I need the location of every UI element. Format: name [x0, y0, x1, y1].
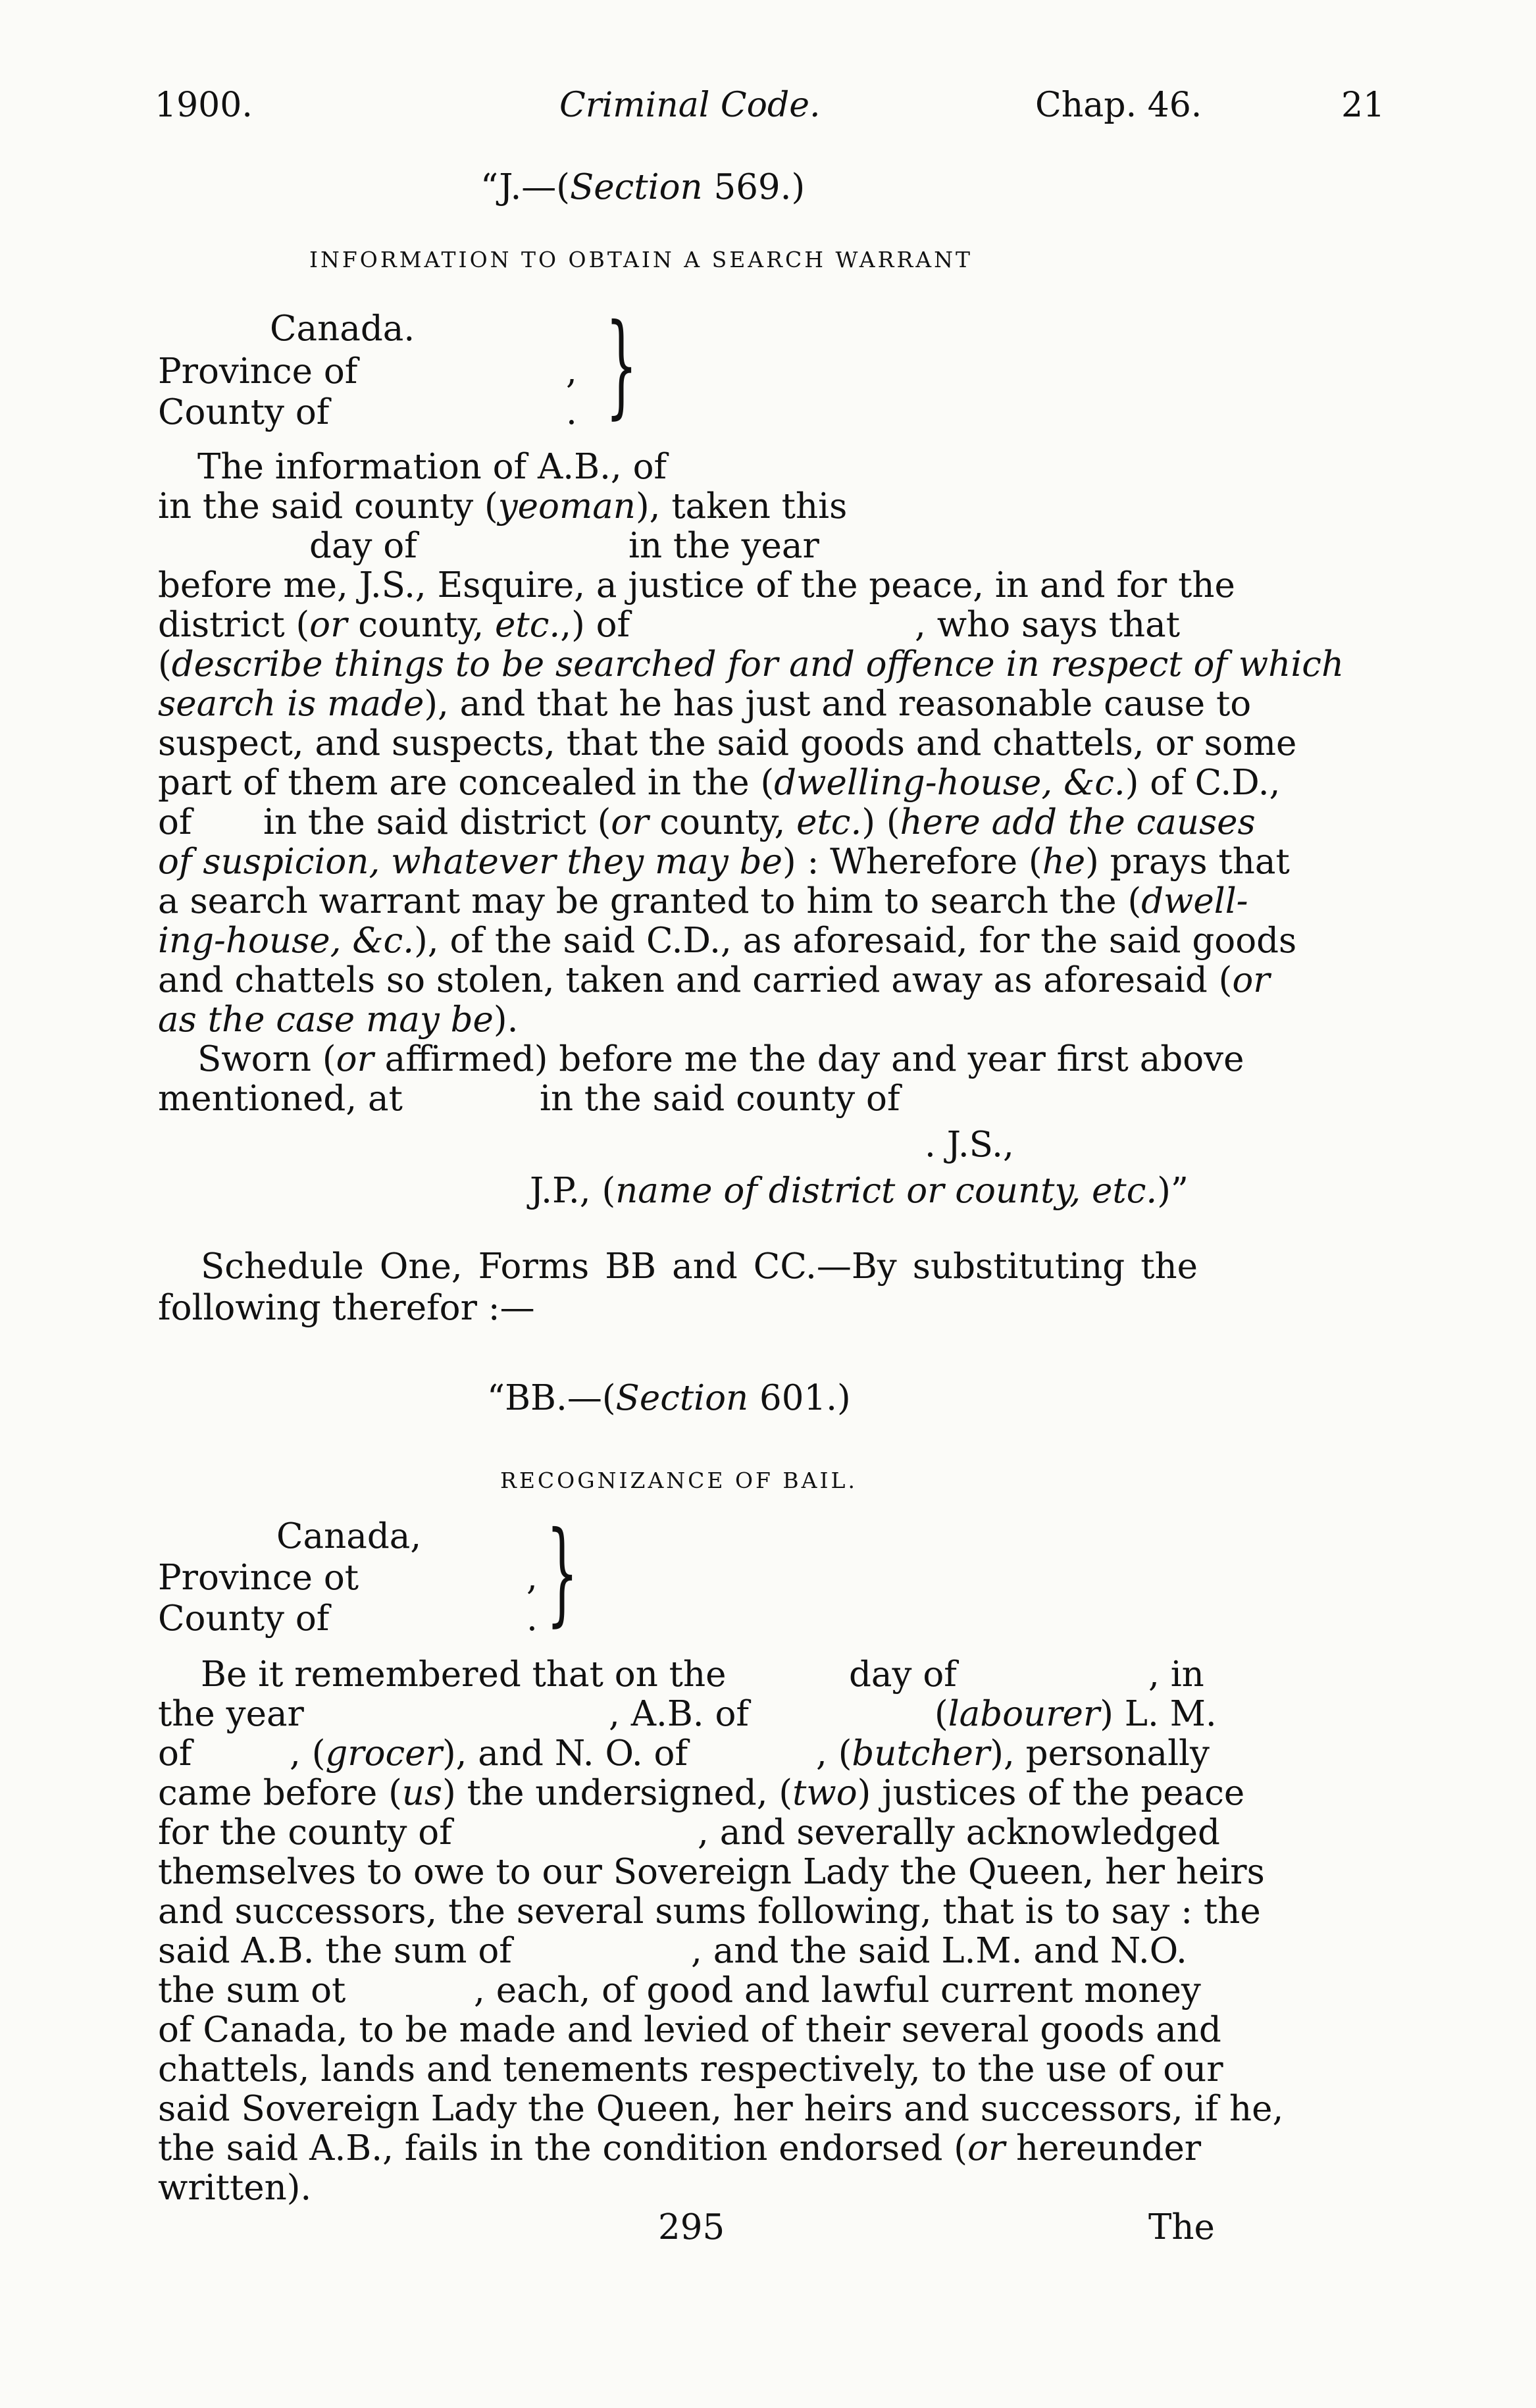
venue-county: County of [158, 392, 330, 432]
form-j-line-12 [158, 881, 1248, 921]
form-bb-line-1b: day of [849, 1654, 957, 1695]
form-bb-heading-section: Section [615, 1378, 749, 1418]
form-j-line-1: The information of A.B., of [197, 447, 667, 487]
form-j-line-10-d: ) ( [861, 802, 900, 842]
form-j-line-17a: mentioned, at [158, 1079, 403, 1119]
form-bb-line-10: of Canada, to be made and levied of their several goods and [158, 2010, 1221, 2050]
form-j-line-5d: , who says that [915, 605, 1181, 645]
form-bb-line-14: written). [158, 2168, 312, 2208]
bb-venue-province: Province ot [158, 1558, 359, 1598]
form-j-line-15-italic: as the case may be [158, 1000, 494, 1040]
form-j-line-16 [197, 1039, 1244, 1079]
header-title: Criminal Code. [559, 86, 821, 125]
form-j-line-10 [263, 803, 1256, 842]
form-j-line-5-c: ,) of [560, 605, 630, 645]
venue-county-period: . [566, 392, 577, 432]
venue-brace: } [605, 300, 638, 430]
form-bb-line-13-b: hereunder [1005, 2128, 1202, 2168]
bb-venue-county-period: . [526, 1599, 538, 1639]
form-j-line-13 [158, 921, 1297, 961]
form-j-line-10-italic-3: here add the causes [900, 802, 1256, 842]
footer-catchword: The [1148, 2207, 1215, 2247]
form-j-line-9 [158, 763, 1281, 803]
form-j-line-11-italic: of suspicion, whatever they may be [158, 842, 782, 882]
header-chapter: Chap. 46. [1035, 86, 1202, 125]
form-j-line-10-italic-2: etc. [796, 802, 862, 842]
bb-venue-country: Canada, [276, 1516, 422, 1556]
form-j-line-5-italic-1: or [309, 605, 347, 645]
venue-province: Province of [158, 351, 358, 392]
form-bb-line-4-a: came before ( [158, 1773, 402, 1813]
form-bb-line-8a: said A.B. the sum of [158, 1931, 512, 1971]
form-j-line-2-italic: yeoman [498, 486, 636, 526]
form-j-line-15-b: ). [493, 1000, 519, 1040]
form-j-line-11 [158, 842, 1290, 882]
form-bb-line-3a: of [158, 1733, 192, 1774]
form-bb-heading-prefix: “BB.—( [487, 1378, 616, 1418]
form-bb-line-13 [158, 2128, 1202, 2168]
form-bb-line-11: chattels, lands and tenements respectively, to the use of our [158, 2049, 1223, 2089]
schedule-line-1: Schedule One, Forms BB and CC.—By substituting the [201, 1246, 1198, 1287]
form-bb-line-9a: the sum ot [158, 1970, 346, 2011]
form-j-heading-prefix: “J.—( [480, 167, 570, 207]
form-j-line-16-b: affirmed) before me the day and year first above [373, 1039, 1244, 1079]
form-bb-line-3b [290, 1734, 688, 1774]
form-bb-line-3c [816, 1734, 1210, 1774]
form-bb-line-3c-italic: butcher [852, 1733, 990, 1774]
form-j-line-2-a: in the said county ( [158, 486, 498, 526]
form-bb-line-1a: Be it remembered that on the [201, 1654, 727, 1695]
form-j-line-5-a: district ( [158, 605, 310, 645]
venue-country: Canada. [270, 309, 415, 349]
form-j-line-2 [158, 487, 847, 526]
form-j-line-9-italic: dwelling-house, &c. [774, 763, 1125, 803]
form-j-heading-section: Section [569, 167, 703, 207]
form-j-line-10-italic-1: or [611, 802, 649, 842]
form-j-line-16-a: Sworn ( [197, 1039, 336, 1079]
form-j-line-17b: in the said county of [540, 1079, 900, 1119]
form-j-line-2-b: ), taken this [635, 486, 848, 526]
form-j-line-12-a: a search warrant may be granted to him to search the ( [158, 881, 1142, 921]
bb-venue-county: County of [158, 1599, 330, 1639]
form-bb-heading-suffix: 601.) [748, 1378, 851, 1418]
form-bb-line-2c-b: ) L. M. [1100, 1694, 1217, 1734]
form-bb-line-9b: , each, of good and lawful current money [474, 1970, 1201, 2011]
form-j-line-9-a: part of them are concealed in the ( [158, 763, 775, 803]
form-bb-line-2c-italic: labourer [948, 1694, 1100, 1734]
form-j-heading [480, 168, 805, 207]
form-j-signature-title-a: J.P., ( [530, 1171, 616, 1211]
form-j-line-10a: of [158, 802, 192, 842]
form-bb-line-2c [934, 1695, 1217, 1734]
form-bb-line-7: and successors, the several sums following, that is to say : the [158, 1891, 1261, 1932]
form-j-signature-title [530, 1171, 1189, 1211]
header-page-number: 21 [1341, 86, 1385, 125]
form-j-line-11-c: ) prays that [1085, 842, 1290, 882]
schedule-line-2: following therefor :— [158, 1288, 535, 1328]
form-bb-line-2c-a: ( [934, 1694, 948, 1734]
footer-folio: 295 [658, 2207, 725, 2247]
form-j-line-8: suspect, and suspects, that the said goods and chattels, or some [158, 723, 1297, 763]
form-j-line-6 [158, 644, 1344, 684]
form-bb-line-3b-b: ), and N. O. of [442, 1733, 688, 1774]
form-bb-line-4 [158, 1773, 1245, 1813]
form-bb-line-5a: for the county of [158, 1812, 452, 1853]
form-bb-line-3b-italic: grocer [325, 1733, 442, 1774]
form-bb-line-13-italic: or [967, 2128, 1006, 2168]
form-j-line-13-italic: ing-house, &c. [158, 921, 415, 961]
form-bb-line-1c: , in [1148, 1654, 1204, 1695]
form-j-line-10-b: in the said district ( [263, 802, 611, 842]
form-bb-line-4-b: ) the undersigned, ( [442, 1773, 793, 1813]
form-j-signature-title-italic: name of district or county, etc. [615, 1171, 1158, 1211]
form-bb-line-2b: , A.B. of [609, 1694, 749, 1734]
form-j-line-6-italic: describe things to be searched for and offence in respect of which [171, 644, 1344, 684]
form-bb-line-4-italic-2: two [792, 1773, 858, 1813]
form-j-line-3a: day of [309, 526, 417, 566]
form-bb-line-13-a: the said A.B., fails in the condition endorsed ( [158, 2128, 967, 2168]
form-j-line-7-b: ), and that he has just and reasonable cause to [424, 684, 1252, 724]
form-bb-heading [487, 1379, 851, 1418]
form-j-line-6-a: ( [158, 644, 172, 684]
form-bb-title: RECOGNIZANCE OF BAIL. [500, 1468, 858, 1493]
form-bb-line-3c-a: , ( [816, 1733, 852, 1774]
form-j-line-14-italic: or [1232, 960, 1270, 1000]
form-bb-line-8b: , and the said L.M. and N.O. [691, 1931, 1187, 1971]
form-bb-line-4-c: ) justices of the peace [857, 1773, 1245, 1813]
form-j-line-12-italic: dwell- [1141, 881, 1248, 921]
form-j-line-14 [158, 960, 1270, 1000]
form-bb-line-3b-a: , ( [290, 1733, 326, 1774]
form-j-signature-name: . J.S., [925, 1125, 1014, 1165]
form-j-line-11-italic-2: he [1042, 842, 1086, 882]
form-bb-line-3c-b: ), personally [990, 1733, 1210, 1774]
form-j-line-5 [158, 605, 630, 645]
form-j-signature-title-b: )” [1157, 1171, 1189, 1211]
form-j-line-10-c: county, [648, 802, 797, 842]
form-bb-line-2a: the year [158, 1694, 304, 1734]
form-bb-line-6: themselves to owe to our Sovereign Lady the Queen, her heirs [158, 1852, 1265, 1892]
form-bb-line-5b: , and severally acknowledged [698, 1812, 1220, 1853]
form-j-line-5-b: county, [347, 605, 496, 645]
form-j-line-3b: in the year [628, 526, 819, 566]
form-bb-line-4-italic: us [401, 1773, 443, 1813]
form-j-line-15 [158, 1000, 518, 1040]
form-j-title: INFORMATION TO OBTAIN A SEARCH WARRANT [309, 247, 973, 272]
form-j-line-11-b: ) : Wherefore ( [782, 842, 1042, 882]
form-j-line-14-a: and chattels so stolen, taken and carried away as aforesaid ( [158, 960, 1233, 1000]
form-j-heading-suffix: 569.) [702, 167, 806, 207]
bb-venue-brace: } [546, 1508, 578, 1638]
form-bb-line-12: said Sovereign Lady the Queen, her heirs and successors, if he, [158, 2089, 1284, 2129]
header-year: 1900. [155, 86, 253, 125]
venue-province-comma: , [566, 351, 577, 392]
bb-venue-province-comma: , [526, 1558, 538, 1598]
form-j-line-16-italic: or [336, 1039, 374, 1079]
form-j-line-13-b: ), of the said C.D., as aforesaid, for the said goods [414, 921, 1297, 961]
form-j-line-7-italic: search is made [158, 684, 424, 724]
form-j-line-7 [158, 684, 1252, 724]
form-j-line-5-italic-2: etc. [495, 605, 561, 645]
form-j-line-4: before me, J.S., Esquire, a justice of the peace, in and for the [158, 565, 1235, 605]
form-j-line-9-b: ) of C.D., [1125, 763, 1281, 803]
